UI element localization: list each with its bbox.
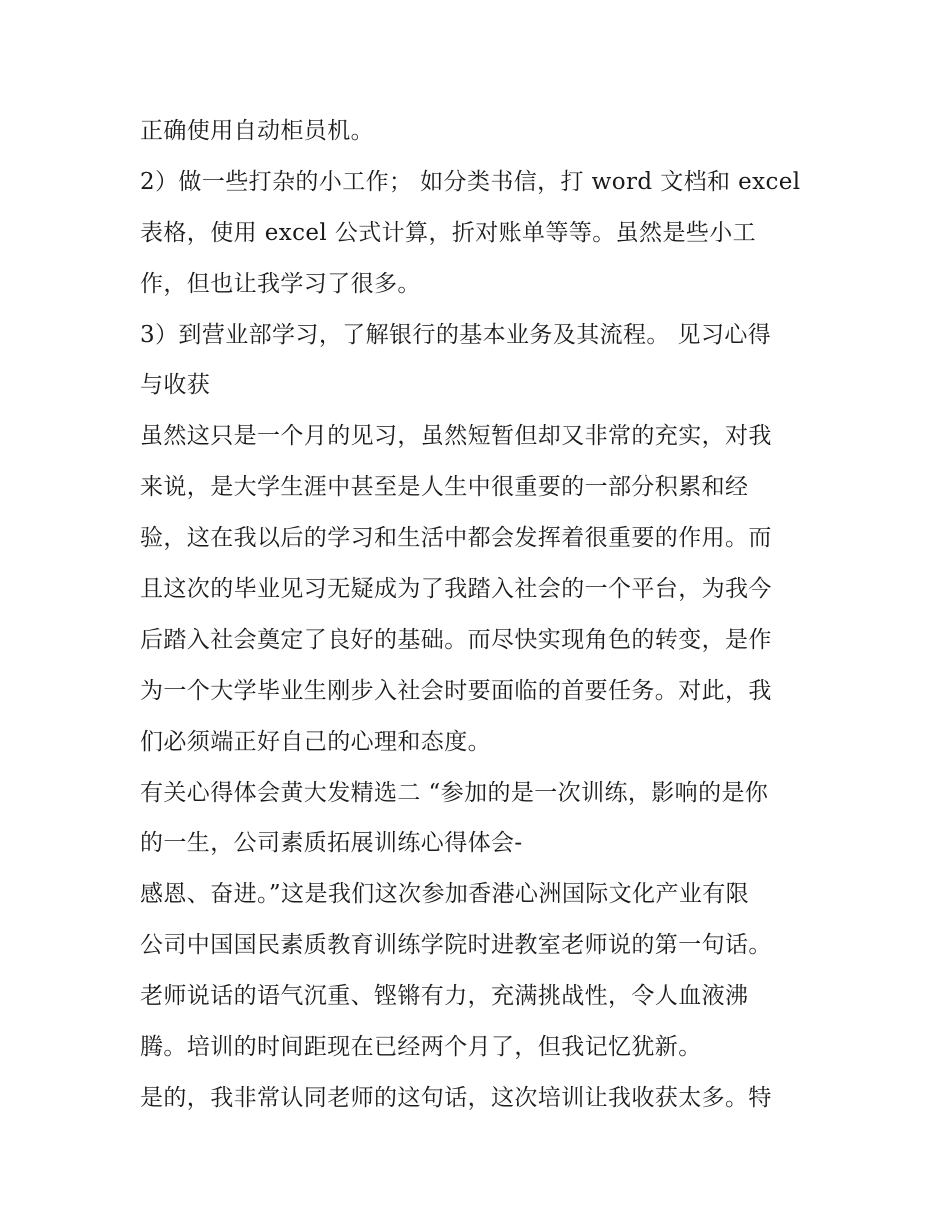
text-line: 与收获 [140,372,211,399]
text-line: 腾。培训的时间距现在已经两个月了，但我记忆犹新。 [140,1034,702,1061]
text-line: 来说，是大学生涯中甚至是人生中很重要的一部分积累和经 [140,474,749,501]
text-line: 3）到营业部学习，了解银行的基本业务及其流程。 见习心得 [140,321,772,348]
text-line: 公司中国国民素质教育训练学院时进教室老师说的第一句话。 [140,932,772,959]
text-line: 有关心得体会黄大发精选二 “参加的是一次训练，影响的是你 [140,779,769,806]
text-line: 作，但也让我学习了很多。 [140,270,421,297]
text-line: 们必须端正好自己的心理和态度。 [140,728,491,755]
text-line: 2）做一些打杂的小工作； 如分类书信，打 word 文档和 excel [140,168,801,195]
text-line: 感恩、奋进。”这是我们这次参加香港心洲国际文化产业有限 [140,881,750,908]
text-line: 验，这在我以后的学习和生活中都会发挥着很重要的作用。而 [140,525,772,552]
text-line: 后踏入社会奠定了良好的基础。而尽快实现角色的转变，是作 [140,626,772,653]
text-line: 且这次的毕业见习无疑成为了我踏入社会的一个平台，为我今 [140,576,772,603]
text-line: 为一个大学毕业生刚步入社会时要面临的首要任务。对此，我 [140,677,772,704]
text-line: 老师说话的语气沉重、铿锵有力，充满挑战性，令人血液沸 [140,983,749,1010]
text-line: 虽然这只是一个月的见习，虽然短暂但却又非常的充实，对我 [140,423,772,450]
text-line: 是的，我非常认同老师的这句话，这次培训让我收获太多。特 [140,1084,772,1111]
text-line: 表格，使用 excel 公式计算，折对账单等等。虽然是些小工 [140,219,757,246]
text-line: 的一生，公司素质拓展训练心得体会- [140,830,523,857]
document-body [140,106,820,1124]
text-line: 正确使用自动柜员机。 [140,118,374,144]
